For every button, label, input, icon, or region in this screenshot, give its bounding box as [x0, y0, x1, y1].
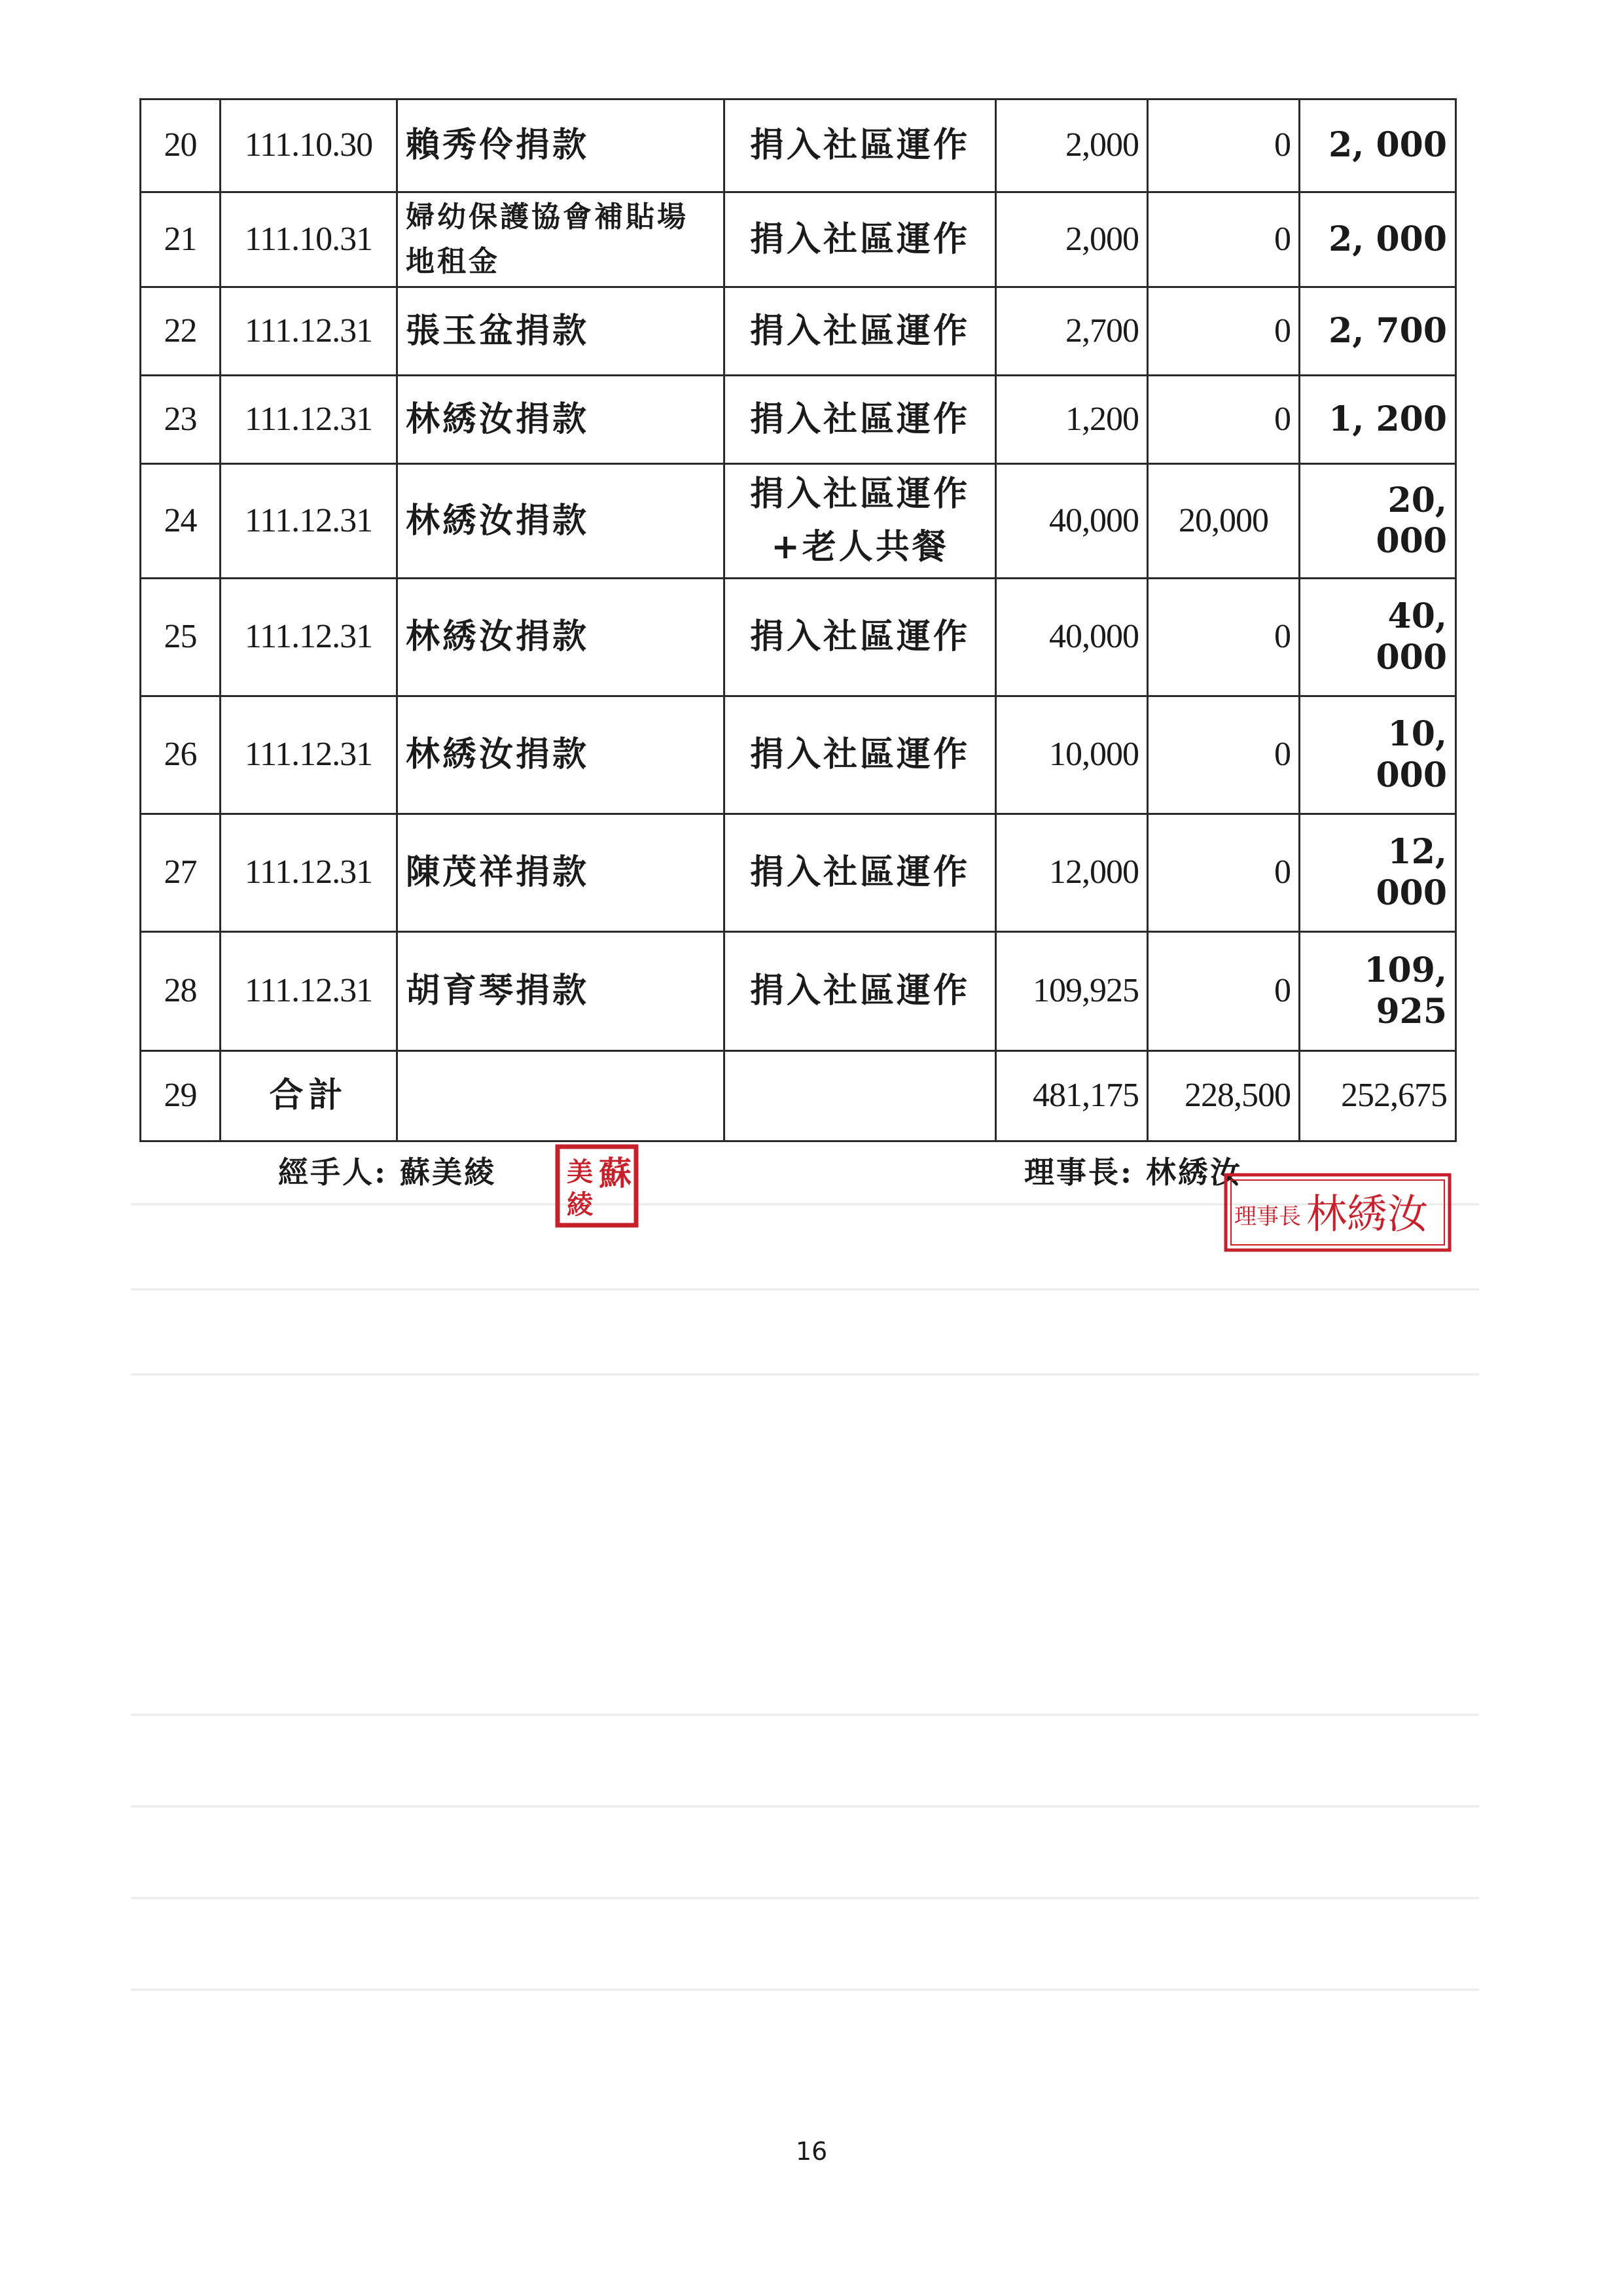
row-number: 21 — [141, 192, 221, 287]
row-number: 25 — [141, 579, 221, 696]
row-usage: 捐入社區運作 — [724, 696, 996, 814]
table-row — [141, 464, 1456, 579]
chair-seal — [1222, 1172, 1453, 1253]
row-number: 24 — [141, 464, 221, 579]
table-row — [141, 99, 1456, 192]
handler-seal — [555, 1144, 639, 1228]
svg-text:林綉汝: 林綉汝 — [1306, 1190, 1429, 1238]
row-usage: 捐入社區運作 — [724, 579, 996, 696]
row-description: 林綉汝捐款 — [397, 696, 724, 814]
row-balance: 2, 000 — [1300, 99, 1456, 192]
row-usage: 捐入社區運作 — [724, 287, 996, 376]
total-income: 481,175 — [996, 1051, 1148, 1141]
row-date: 111.12.31 — [221, 814, 397, 932]
svg-text:綾: 綾 — [567, 1189, 593, 1220]
row-usage: 捐入社區運作 — [724, 814, 996, 932]
row-balance: 2, 000 — [1300, 192, 1456, 287]
handler-label: 經手人: — [278, 1155, 387, 1190]
total-row-number: 29 — [141, 1051, 221, 1141]
table-row — [141, 932, 1456, 1051]
row-number: 20 — [141, 99, 221, 192]
row-number: 28 — [141, 932, 221, 1051]
row-usage: 捐入社區運作 — [724, 192, 996, 287]
row-expense: 0 — [1148, 287, 1300, 376]
row-income: 2,700 — [996, 287, 1148, 376]
chair-signature-line — [1024, 1149, 1242, 1192]
row-expense: 0 — [1148, 696, 1300, 814]
handler-name: 蘇美綾 — [400, 1155, 496, 1190]
row-expense: 0 — [1148, 99, 1300, 192]
row-balance: 20, 000 — [1300, 464, 1456, 579]
row-income: 109,925 — [996, 932, 1148, 1051]
handler-signature-line — [278, 1149, 496, 1192]
svg-text:美: 美 — [567, 1157, 593, 1187]
bleed-through-texture — [131, 1165, 1479, 2081]
row-number: 22 — [141, 287, 221, 376]
row-description: 婦幼保護協會補貼場地租金 — [397, 192, 724, 287]
svg-text:蘇: 蘇 — [599, 1154, 632, 1193]
row-income: 40,000 — [996, 579, 1148, 696]
total-balance: 252,675 — [1300, 1051, 1456, 1141]
row-income: 2,000 — [996, 192, 1148, 287]
row-date: 111.12.31 — [221, 696, 397, 814]
row-date: 111.12.31 — [221, 376, 397, 464]
table-row — [141, 376, 1456, 464]
row-expense: 20,000 — [1148, 464, 1300, 579]
table-row — [141, 192, 1456, 287]
page-number: 16 — [795, 2137, 828, 2166]
total-row — [141, 1051, 1456, 1141]
row-expense: 0 — [1148, 376, 1300, 464]
row-balance: 40, 000 — [1300, 579, 1456, 696]
row-date: 111.12.31 — [221, 287, 397, 376]
row-date: 111.12.31 — [221, 579, 397, 696]
row-usage: 捐入社區運作 — [724, 99, 996, 192]
row-expense: 0 — [1148, 814, 1300, 932]
total-expense: 228,500 — [1148, 1051, 1300, 1141]
total-label: 合計 — [221, 1051, 397, 1141]
table-row — [141, 579, 1456, 696]
chair-label: 理事長: — [1024, 1155, 1133, 1190]
row-expense: 0 — [1148, 932, 1300, 1051]
row-description: 林綉汝捐款 — [397, 579, 724, 696]
row-expense: 0 — [1148, 192, 1300, 287]
total-empty-cell — [724, 1051, 996, 1141]
row-income: 40,000 — [996, 464, 1148, 579]
row-balance: 10, 000 — [1300, 696, 1456, 814]
row-description: 陳茂祥捐款 — [397, 814, 724, 932]
row-date: 111.10.31 — [221, 192, 397, 287]
row-date: 111.10.30 — [221, 99, 397, 192]
donation-ledger-table — [139, 98, 1457, 1142]
row-income: 1,200 — [996, 376, 1148, 464]
total-empty-cell — [397, 1051, 724, 1141]
row-description: 胡育琴捐款 — [397, 932, 724, 1051]
row-description: 賴秀伶捐款 — [397, 99, 724, 192]
row-income: 10,000 — [996, 696, 1148, 814]
row-income: 12,000 — [996, 814, 1148, 932]
row-date: 111.12.31 — [221, 932, 397, 1051]
row-usage: 捐入社區運作+老人共餐 — [724, 464, 996, 579]
row-balance: 1, 200 — [1300, 376, 1456, 464]
row-description: 林綉汝捐款 — [397, 464, 724, 579]
row-number: 23 — [141, 376, 221, 464]
row-number: 26 — [141, 696, 221, 814]
row-description: 張玉盆捐款 — [397, 287, 724, 376]
table-row — [141, 287, 1456, 376]
row-usage: 捐入社區運作 — [724, 376, 996, 464]
row-income: 2,000 — [996, 99, 1148, 192]
table-row — [141, 814, 1456, 932]
row-usage: 捐入社區運作 — [724, 932, 996, 1051]
row-date: 111.12.31 — [221, 464, 397, 579]
chair-name: 林綉汝 — [1146, 1155, 1242, 1190]
row-number: 27 — [141, 814, 221, 932]
row-description: 林綉汝捐款 — [397, 376, 724, 464]
row-balance: 109, 925 — [1300, 932, 1456, 1051]
row-balance: 2, 700 — [1300, 287, 1456, 376]
svg-text:理事長: 理事長 — [1234, 1204, 1301, 1230]
row-balance: 12, 000 — [1300, 814, 1456, 932]
table-row — [141, 696, 1456, 814]
row-expense: 0 — [1148, 579, 1300, 696]
